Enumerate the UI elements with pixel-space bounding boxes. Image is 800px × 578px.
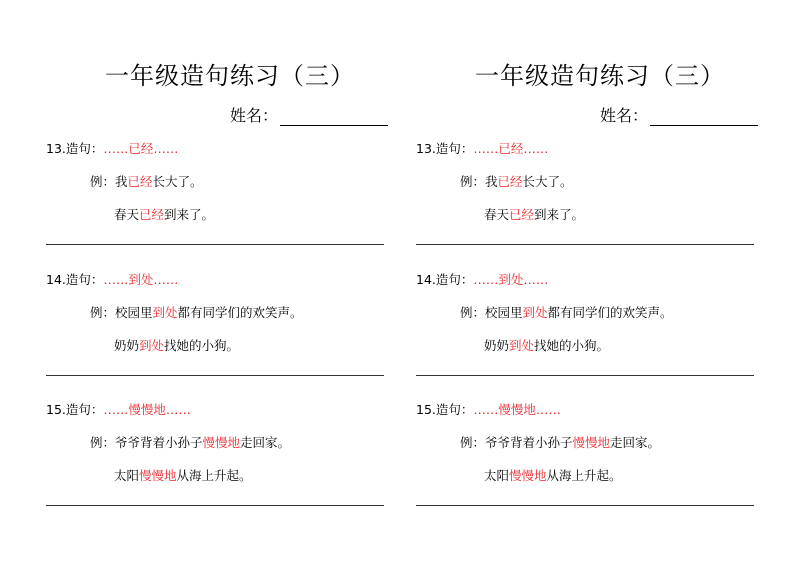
sentence-text: 长大了。 [522, 174, 573, 189]
worksheet-title: 一年级造句练习（三） [105, 62, 355, 90]
highlight-word: 慢慢地 [498, 402, 536, 417]
highlight-word: 到处 [128, 272, 154, 287]
name-row [600, 103, 758, 126]
sentence-text: 从海上升起。 [546, 468, 622, 483]
sentence-text: 例：校园里 [460, 305, 523, 320]
name-blank[interactable] [280, 108, 388, 126]
highlight-word: …… [523, 272, 549, 287]
name-label: 姓名： [229, 106, 278, 125]
highlight-word: 到处 [498, 272, 524, 287]
answer-line[interactable] [46, 375, 384, 376]
sentence-text: 例：爷爷背着小孙子 [460, 435, 573, 450]
highlight-word: …… [165, 402, 191, 417]
example-sentence [90, 433, 290, 451]
name-row [230, 103, 388, 126]
sentence-text: 奶奶 [114, 338, 140, 353]
example-sentence [114, 205, 214, 223]
highlight-word: 到处 [509, 338, 535, 353]
question-line [46, 139, 178, 157]
highlight-word: 已经 [128, 141, 154, 156]
question-number: 14.造句： [416, 272, 474, 287]
worksheet-left [40, 0, 420, 578]
sentence-text: 例：校园里 [90, 305, 153, 320]
question-number: 14.造句： [46, 272, 104, 287]
sentence-text: 走回家。 [610, 435, 661, 450]
highlight-word: …… [103, 141, 129, 156]
sentence-text: 走回家。 [240, 435, 291, 450]
highlight-word: 已经 [139, 207, 165, 222]
sentence-text: 例：我 [460, 174, 498, 189]
sentence-text: 找她的小狗。 [534, 338, 610, 353]
example-sentence [90, 172, 203, 190]
example-sentence [460, 433, 660, 451]
question-line [416, 270, 548, 288]
highlight-word: …… [103, 272, 129, 287]
worksheet-right [410, 0, 790, 578]
question-line [46, 400, 191, 418]
highlight-word: …… [473, 141, 499, 156]
name-blank[interactable] [650, 108, 758, 126]
example-sentence [114, 466, 252, 484]
answer-line[interactable] [416, 505, 754, 506]
answer-line[interactable] [46, 244, 384, 245]
highlight-word: 已经 [509, 207, 535, 222]
highlight-word: …… [535, 402, 561, 417]
highlight-word: …… [473, 402, 499, 417]
question-line [416, 139, 548, 157]
sentence-text: 从海上升起。 [176, 468, 252, 483]
sentence-text: 到来了。 [534, 207, 585, 222]
highlight-word: 慢慢地 [202, 435, 241, 450]
sentence-text: 春天 [114, 207, 140, 222]
highlight-word: …… [473, 272, 499, 287]
sentence-text: 例：爷爷背着小孙子 [90, 435, 203, 450]
example-sentence [114, 336, 239, 354]
worksheet-title: 一年级造句练习（三） [475, 62, 725, 90]
sentence-text: 找她的小狗。 [164, 338, 240, 353]
question-number: 13.造句： [46, 141, 104, 156]
highlight-word: 已经 [127, 174, 153, 189]
sentence-text: 都有同学们的欢笑声。 [177, 305, 303, 320]
question-line [416, 400, 561, 418]
sentence-text: 到来了。 [164, 207, 215, 222]
question-number: 15.造句： [46, 402, 104, 417]
highlight-word: …… [153, 141, 179, 156]
highlight-word: 已经 [497, 174, 523, 189]
highlight-word: 慢慢地 [572, 435, 611, 450]
sentence-text: 太阳 [484, 468, 510, 483]
answer-line[interactable] [416, 375, 754, 376]
example-sentence [484, 466, 622, 484]
sentence-text: 奶奶 [484, 338, 510, 353]
example-sentence [484, 336, 609, 354]
example-sentence [460, 172, 573, 190]
highlight-word: 已经 [498, 141, 524, 156]
answer-line[interactable] [46, 505, 384, 506]
answer-line[interactable] [416, 244, 754, 245]
example-sentence [484, 205, 584, 223]
highlight-word: 慢慢地 [509, 468, 547, 483]
name-label: 姓名： [599, 106, 648, 125]
highlight-word: 慢慢地 [139, 468, 177, 483]
question-number: 13.造句： [416, 141, 474, 156]
highlight-word: 到处 [139, 338, 165, 353]
sentence-text: 春天 [484, 207, 510, 222]
question-line [46, 270, 178, 288]
sentence-text: 长大了。 [152, 174, 203, 189]
sentence-text: 例：我 [90, 174, 128, 189]
highlight-word: 慢慢地 [128, 402, 166, 417]
sentence-text: 太阳 [114, 468, 140, 483]
highlight-word: 到处 [152, 305, 178, 320]
example-sentence [90, 303, 303, 321]
highlight-word: …… [103, 402, 129, 417]
example-sentence [460, 303, 673, 321]
highlight-word: 到处 [522, 305, 548, 320]
highlight-word: …… [523, 141, 549, 156]
sentence-text: 都有同学们的欢笑声。 [547, 305, 673, 320]
highlight-word: …… [153, 272, 179, 287]
question-number: 15.造句： [416, 402, 474, 417]
